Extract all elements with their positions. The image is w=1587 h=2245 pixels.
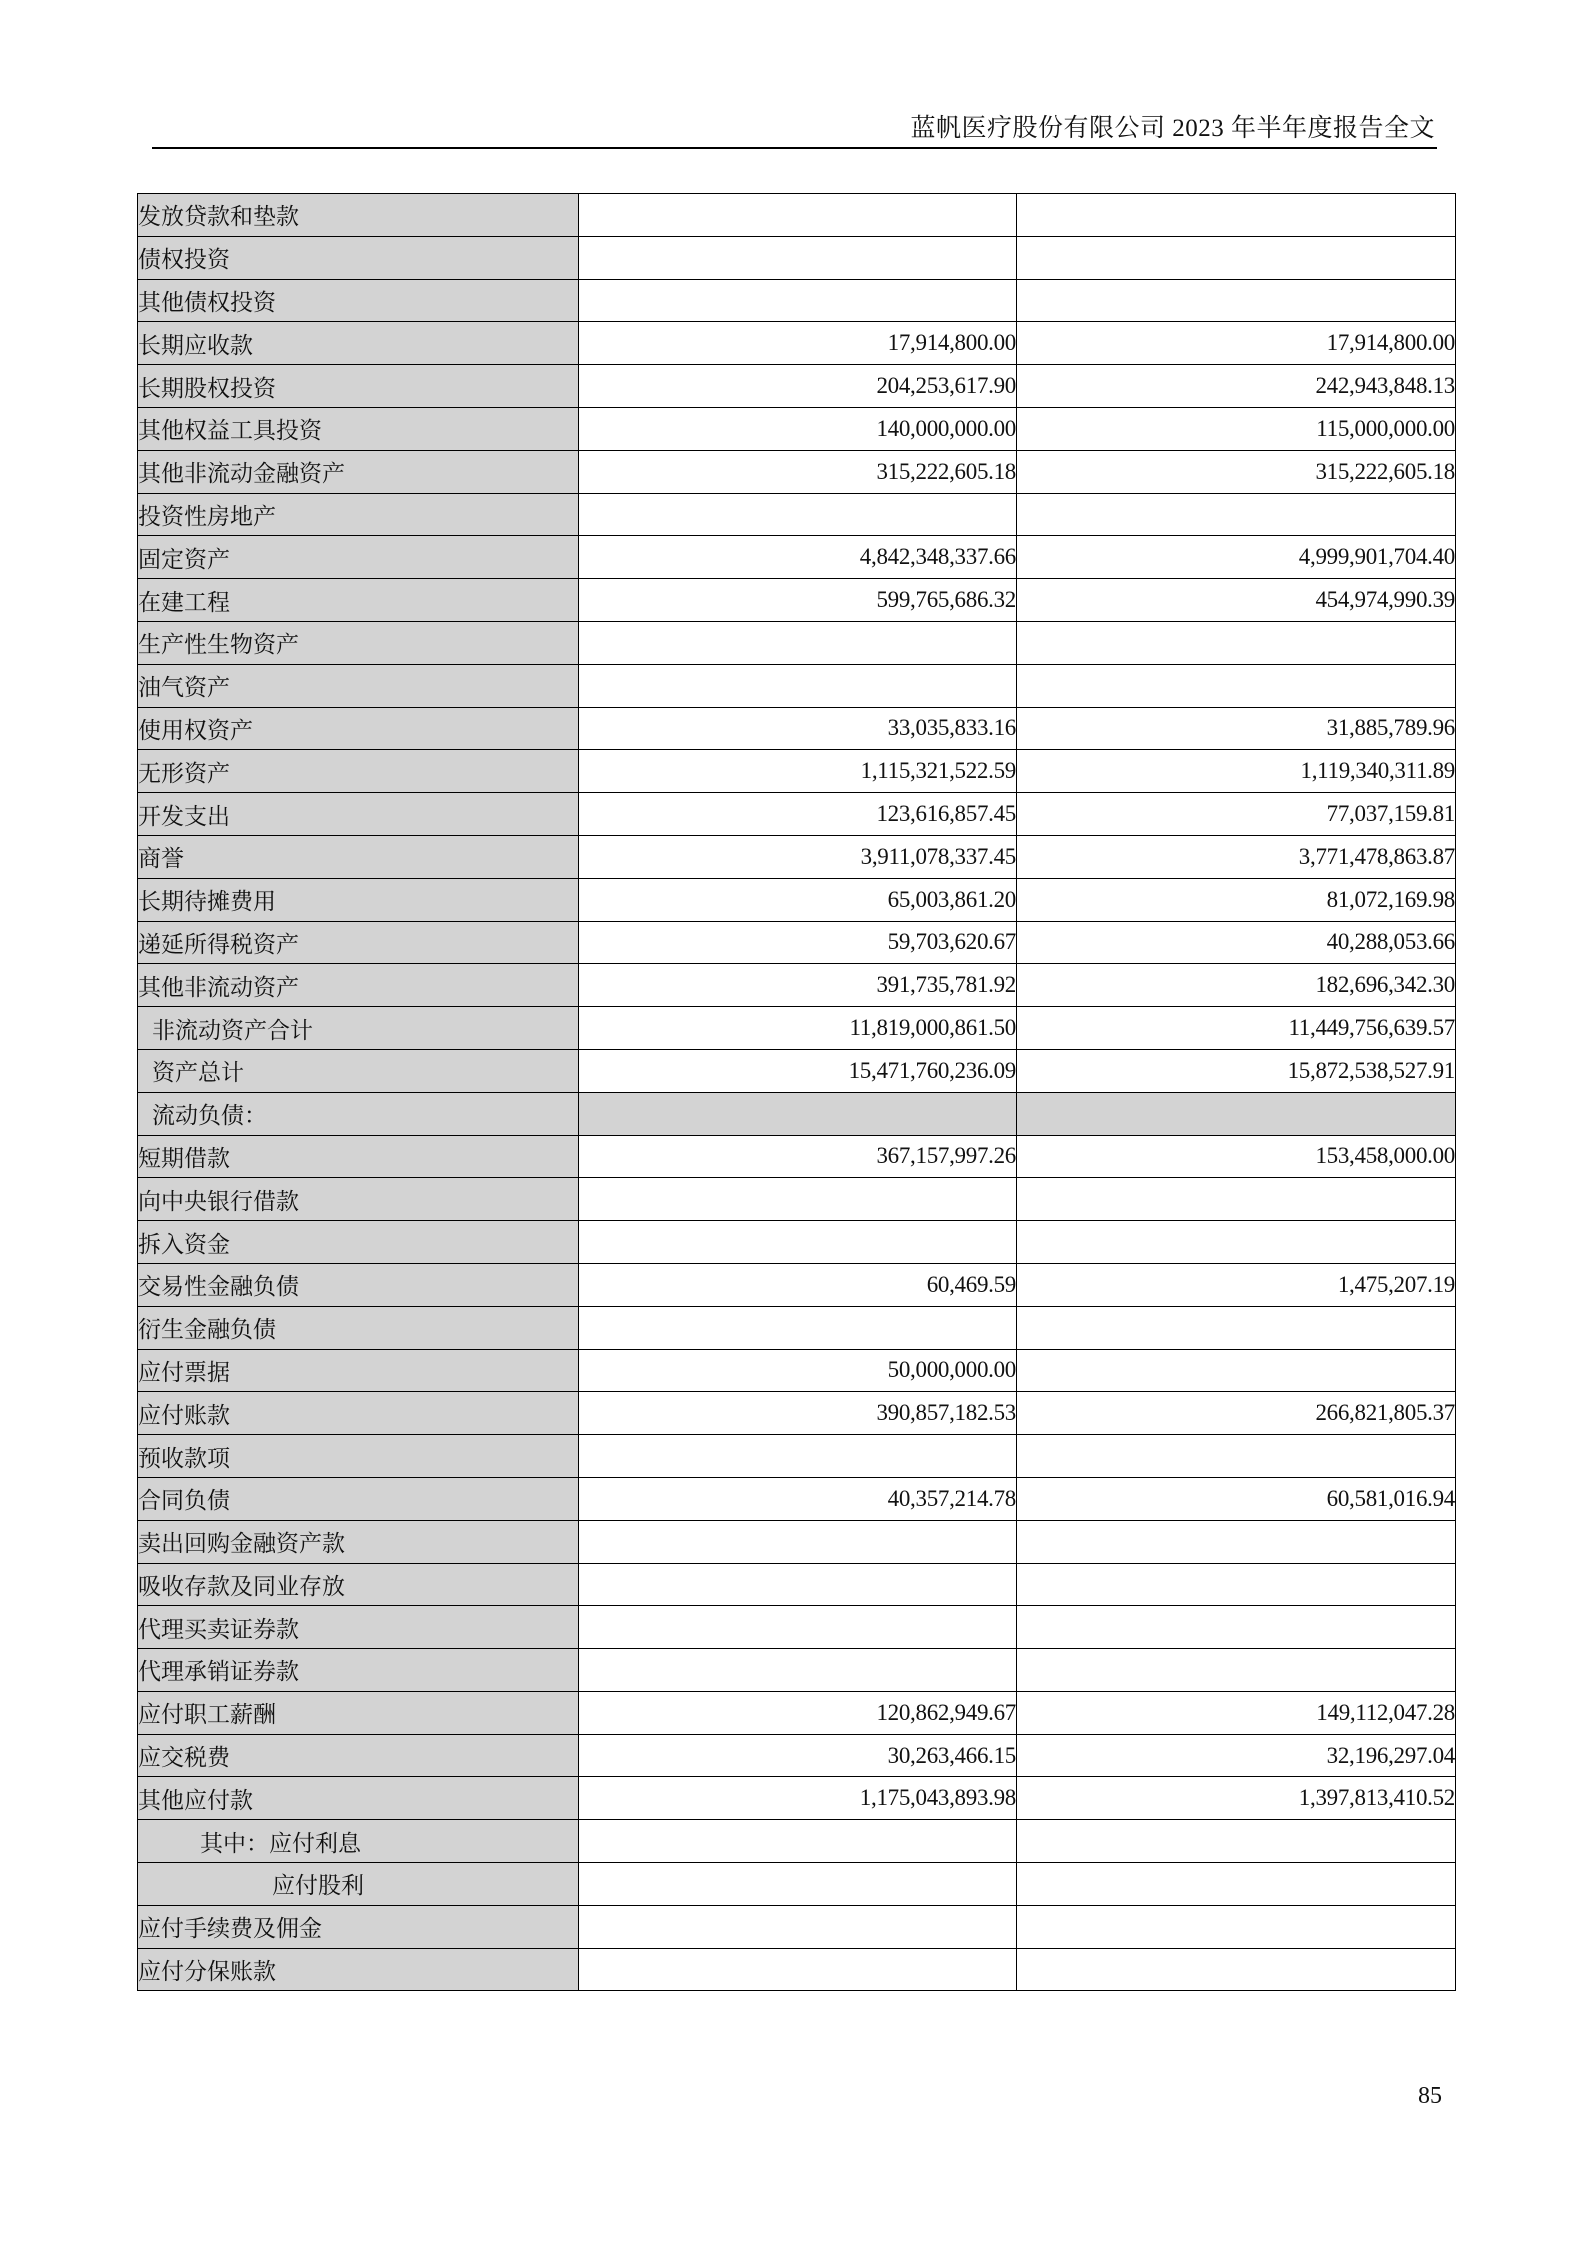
prior-period-value [1017,1606,1456,1649]
table-row [138,921,1456,964]
table-row [138,878,1456,921]
current-period-value: 3,911,078,337.45 [579,835,1017,878]
row-label: 应付账款 [138,1392,579,1435]
current-period-value [579,621,1017,664]
row-label: 非流动资产合计 [138,1007,579,1050]
prior-period-value: 182,696,342.30 [1017,964,1456,1007]
prior-period-value [1017,1306,1456,1349]
row-label: 衍生金融负债 [138,1306,579,1349]
row-label: 开发支出 [138,793,579,836]
prior-period-value: 15,872,538,527.91 [1017,1049,1456,1092]
table-row [138,664,1456,707]
row-label: 拆入资金 [138,1221,579,1264]
prior-period-value [1017,236,1456,279]
current-period-value [579,1306,1017,1349]
row-label: 生产性生物资产 [138,621,579,664]
current-period-value: 140,000,000.00 [579,407,1017,450]
prior-period-value: 40,288,053.66 [1017,921,1456,964]
row-label: 预收款项 [138,1435,579,1478]
row-label: 其他权益工具投资 [138,407,579,450]
table-row [138,194,1456,237]
row-label: 其他非流动金融资产 [138,450,579,493]
prior-period-value [1017,1820,1456,1863]
prior-period-value: 242,943,848.13 [1017,365,1456,408]
row-label: 应付股利 [138,1863,579,1906]
row-label: 向中央银行借款 [138,1178,579,1221]
current-period-value [579,1606,1017,1649]
prior-period-value: 17,914,800.00 [1017,322,1456,365]
table-row [138,279,1456,322]
current-period-value [579,493,1017,536]
row-label: 其中：应付利息 [138,1820,579,1863]
table-row [138,365,1456,408]
current-period-value [579,1520,1017,1563]
prior-period-value: 115,000,000.00 [1017,407,1456,450]
prior-period-value [1017,1563,1456,1606]
table-row [138,835,1456,878]
table-row [138,1435,1456,1478]
current-period-value: 11,819,000,861.50 [579,1007,1017,1050]
prior-period-value [1017,1905,1456,1948]
section-header-row [138,1092,1456,1135]
current-period-value [579,664,1017,707]
table-row [138,1820,1456,1863]
prior-period-value: 153,458,000.00 [1017,1135,1456,1178]
table-row [138,1777,1456,1820]
prior-period-value: 4,999,901,704.40 [1017,536,1456,579]
row-label: 在建工程 [138,579,579,622]
table-row [138,621,1456,664]
prior-period-value [1017,621,1456,664]
current-period-value: 40,357,214.78 [579,1477,1017,1520]
table-row [138,1691,1456,1734]
row-label: 固定资产 [138,536,579,579]
current-period-value [579,1178,1017,1221]
prior-period-value [1017,279,1456,322]
row-label: 无形资产 [138,750,579,793]
prior-period-value: 454,974,990.39 [1017,579,1456,622]
current-period-value [579,1092,1017,1135]
row-label: 交易性金融负债 [138,1263,579,1306]
table-row [138,1863,1456,1906]
prior-period-value [1017,1948,1456,1991]
row-label: 应付分保账款 [138,1948,579,1991]
row-label: 短期借款 [138,1135,579,1178]
current-period-value [579,1820,1017,1863]
current-period-value: 17,914,800.00 [579,322,1017,365]
current-period-value [579,1948,1017,1991]
row-label: 应付职工薪酬 [138,1691,579,1734]
table-row [138,793,1456,836]
prior-period-value: 32,196,297.04 [1017,1734,1456,1777]
prior-period-value [1017,1178,1456,1221]
current-period-value: 59,703,620.67 [579,921,1017,964]
prior-period-value: 60,581,016.94 [1017,1477,1456,1520]
current-period-value: 50,000,000.00 [579,1349,1017,1392]
prior-period-value: 266,821,805.37 [1017,1392,1456,1435]
table-row [138,1007,1456,1050]
current-period-value [579,1649,1017,1692]
row-label: 长期待摊费用 [138,878,579,921]
table-row [138,1905,1456,1948]
current-period-value [579,1563,1017,1606]
row-label: 卖出回购金融资产款 [138,1520,579,1563]
table-row [138,1178,1456,1221]
current-period-value [579,1863,1017,1906]
current-period-value: 123,616,857.45 [579,793,1017,836]
prior-period-value: 77,037,159.81 [1017,793,1456,836]
current-period-value [579,279,1017,322]
current-period-value [579,236,1017,279]
current-period-value: 1,115,321,522.59 [579,750,1017,793]
balance-sheet-table [137,193,1456,1991]
row-label: 其他应付款 [138,1777,579,1820]
current-period-value: 391,735,781.92 [579,964,1017,1007]
table-row [138,536,1456,579]
row-label: 资产总计 [138,1049,579,1092]
table-row [138,1520,1456,1563]
prior-period-value [1017,1092,1456,1135]
prior-period-value: 11,449,756,639.57 [1017,1007,1456,1050]
current-period-value: 390,857,182.53 [579,1392,1017,1435]
current-period-value: 367,157,997.26 [579,1135,1017,1178]
table-row [138,1948,1456,1991]
row-label: 其他债权投资 [138,279,579,322]
row-label: 发放贷款和垫款 [138,194,579,237]
table-row [138,322,1456,365]
table-row [138,1606,1456,1649]
prior-period-value: 3,771,478,863.87 [1017,835,1456,878]
table-row [138,1349,1456,1392]
prior-period-value [1017,1649,1456,1692]
table-row [138,1477,1456,1520]
prior-period-value [1017,1863,1456,1906]
table-row [138,493,1456,536]
row-label: 使用权资产 [138,707,579,750]
current-period-value: 1,175,043,893.98 [579,1777,1017,1820]
prior-period-value: 1,475,207.19 [1017,1263,1456,1306]
current-period-value: 315,222,605.18 [579,450,1017,493]
table-row [138,1392,1456,1435]
balance-sheet-body [138,194,1456,1991]
current-period-value [579,194,1017,237]
current-period-value: 15,471,760,236.09 [579,1049,1017,1092]
prior-period-value: 149,112,047.28 [1017,1691,1456,1734]
current-period-value: 204,253,617.90 [579,365,1017,408]
current-period-value: 4,842,348,337.66 [579,536,1017,579]
table-row [138,707,1456,750]
current-period-value: 33,035,833.16 [579,707,1017,750]
row-label: 递延所得税资产 [138,921,579,964]
header-divider [152,147,1437,149]
current-period-value: 65,003,861.20 [579,878,1017,921]
report-header-title: 蓝帆医疗股份有限公司 2023 年半年度报告全文 [910,115,1435,142]
prior-period-value [1017,1221,1456,1264]
row-label: 应付票据 [138,1349,579,1392]
page-number: 85 [1418,2083,1442,2109]
prior-period-value [1017,1520,1456,1563]
current-period-value: 60,469.59 [579,1263,1017,1306]
table-row [138,1049,1456,1092]
row-label: 商誉 [138,835,579,878]
table-row [138,236,1456,279]
current-period-value [579,1221,1017,1264]
prior-period-value: 31,885,789.96 [1017,707,1456,750]
current-period-value: 599,765,686.32 [579,579,1017,622]
prior-period-value [1017,194,1456,237]
table-row [138,750,1456,793]
table-row [138,1306,1456,1349]
current-period-value [579,1905,1017,1948]
row-label: 油气资产 [138,664,579,707]
table-row [138,1649,1456,1692]
row-label: 债权投资 [138,236,579,279]
row-label: 合同负债 [138,1477,579,1520]
table-row [138,1221,1456,1264]
row-label: 应交税费 [138,1734,579,1777]
table-row [138,1734,1456,1777]
prior-period-value [1017,1435,1456,1478]
row-label: 其他非流动资产 [138,964,579,1007]
row-label: 长期应收款 [138,322,579,365]
table-row [138,407,1456,450]
table-row [138,1263,1456,1306]
prior-period-value: 81,072,169.98 [1017,878,1456,921]
current-period-value [579,1435,1017,1478]
table-row [138,579,1456,622]
row-label: 代理承销证券款 [138,1649,579,1692]
prior-period-value: 1,397,813,410.52 [1017,1777,1456,1820]
prior-period-value [1017,493,1456,536]
table-row [138,450,1456,493]
prior-period-value [1017,1349,1456,1392]
row-label: 投资性房地产 [138,493,579,536]
current-period-value: 30,263,466.15 [579,1734,1017,1777]
row-label: 代理买卖证券款 [138,1606,579,1649]
row-label: 长期股权投资 [138,365,579,408]
current-period-value: 120,862,949.67 [579,1691,1017,1734]
row-label: 流动负债： [138,1092,579,1135]
row-label: 吸收存款及同业存放 [138,1563,579,1606]
table-row [138,964,1456,1007]
table-row [138,1563,1456,1606]
row-label: 应付手续费及佣金 [138,1905,579,1948]
prior-period-value: 315,222,605.18 [1017,450,1456,493]
prior-period-value: 1,119,340,311.89 [1017,750,1456,793]
prior-period-value [1017,664,1456,707]
table-row [138,1135,1456,1178]
